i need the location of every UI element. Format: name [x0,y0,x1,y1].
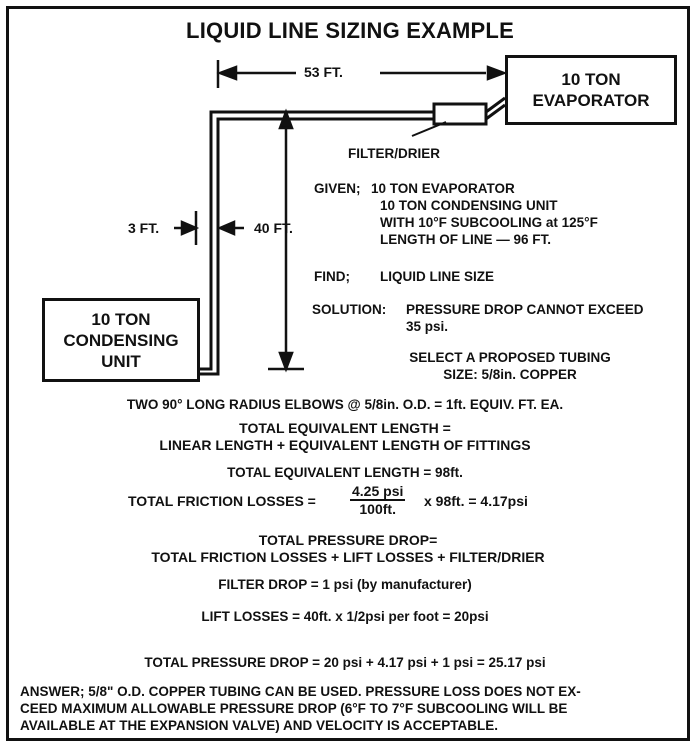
filter-drop-line: FILTER DROP = 1 psi (by manufacturer) [218,577,472,592]
friction-suffix: x 98ft. = 4.17psi [424,493,528,509]
friction-denominator: 100ft. [359,501,396,517]
solution-line-2: 35 psi. [406,319,449,334]
dim-3-arrows [174,211,244,245]
filter-drier-label: FILTER/DRIER [348,146,440,161]
dim-40-label: 40 FT. [254,220,293,236]
evaporator-box [505,55,677,125]
filter-leader-line [412,122,446,136]
solution-line-1: PRESSURE DROP CANNOT EXCEED [406,302,644,317]
given-label: GIVEN; [314,181,361,196]
elbows-line: TWO 90° LONG RADIUS ELBOWS @ 5/8in. O.D. = 1ft. EQUIV. FT. EA. [126,397,564,412]
answer-line-1: ANSWER; 5/8" O.D. COPPER TUBING CAN BE USED. PRESSURE LOSS DOES NOT EX- [20,684,581,699]
liquid-line-evap-link-b [486,105,505,119]
find-label: FIND; [314,269,350,284]
solution-label: SOLUTION: [312,302,387,317]
find-text: LIQUID LINE SIZE [380,269,495,284]
tel-value: TOTAL EQUIVALENT LENGTH = 98ft. [227,465,463,480]
tpd-value-line: TOTAL PRESSURE DROP = 20 psi + 4.17 psi + 1 psi = 25.17 psi [144,655,546,670]
friction-prefix: TOTAL FRICTION LOSSES = [128,493,316,509]
dim-53-arrow [218,60,504,88]
dim-3-label: 3 FT. [128,220,160,236]
friction-fraction [350,483,405,517]
condensing-unit-box [42,298,200,382]
select-line-1: SELECT A PROPOSED TUBING [409,350,611,365]
given-line-2: 10 TON CONDENSING UNIT [380,198,558,213]
tel-definition-1: TOTAL EQUIVALENT LENGTH = [239,420,451,436]
tpd-definition-1: TOTAL PRESSURE DROP= [258,532,438,548]
condensing-label-3: UNIT [101,351,141,371]
condensing-label-2: CONDENSING [63,330,179,350]
select-line-2: SIZE: 5/8in. COPPER [443,367,577,382]
dim-40-arrow [268,112,304,369]
answer-line-2: CEED MAXIMUM ALLOWABLE PRESSURE DROP (6°F TO 7°F SUBCOOLING WILL BE [20,701,568,716]
tpd-definition-2: TOTAL FRICTION LOSSES + LIFT LOSSES + FILTER/DRIER [151,549,545,565]
evaporator-label-1: 10 TON [561,70,621,89]
tel-definition-2: LINEAR LENGTH + EQUIVALENT LENGTH OF FITTINGS [159,437,531,453]
given-line-4: LENGTH OF LINE — 96 FT. [380,232,552,247]
friction-numerator: 4.25 psi [352,483,404,499]
answer-line-3: AVAILABLE AT THE EXPANSION VALVE) AND VELOCITY IS ACCEPTABLE. [20,718,499,733]
liquid-line-evap-link-a [486,98,505,112]
filter-drier-icon [434,104,486,124]
condensing-label-1: 10 TON [91,309,151,329]
lift-losses-line: LIFT LOSSES = 40ft. x 1/2psi per foot = 20psi [201,609,489,624]
figure-title: LIQUID LINE SIZING EXAMPLE [186,18,514,43]
given-line-3: WITH 10°F SUBCOOLING at 125°F [380,215,598,230]
evaporator-label-2: EVAPORATOR [532,91,650,110]
given-line-1: 10 TON EVAPORATOR [371,181,515,196]
dim-53-label: 53 FT. [304,64,343,80]
